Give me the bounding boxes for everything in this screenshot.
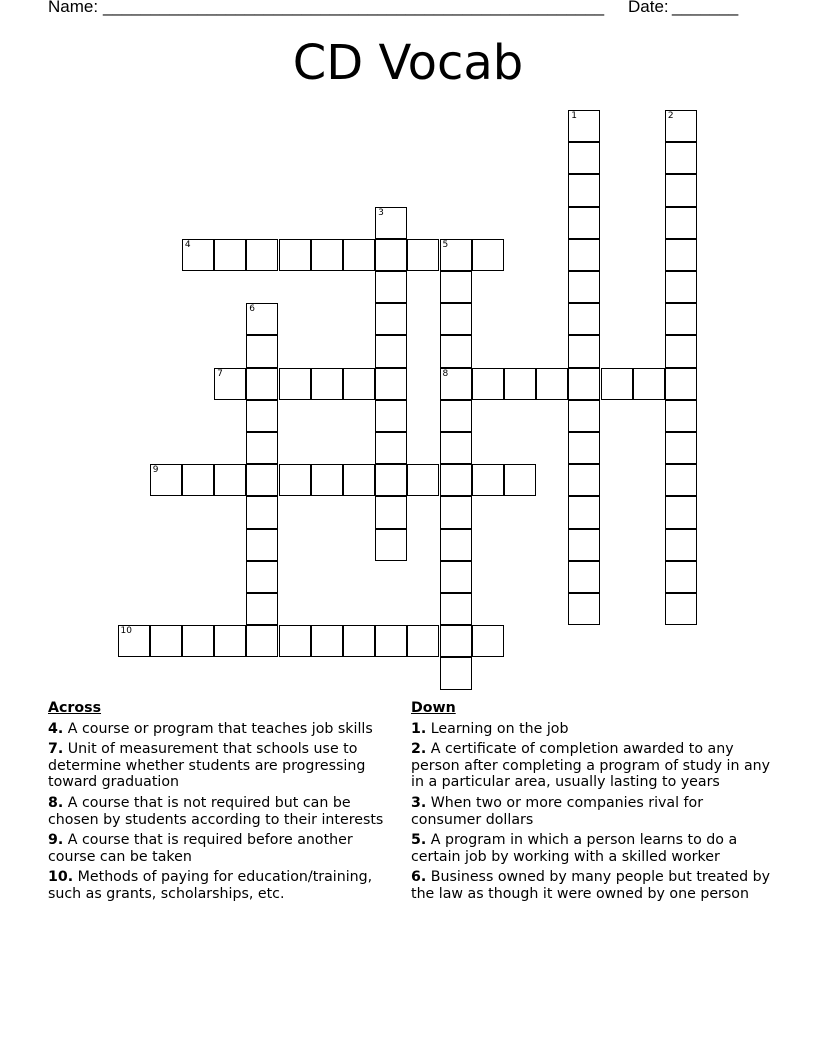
grid-cell[interactable] <box>568 593 600 625</box>
grid-cell[interactable] <box>246 303 278 335</box>
grid-cell[interactable] <box>150 464 182 496</box>
grid-cell[interactable] <box>568 335 600 367</box>
cell-number: 3 <box>378 207 384 218</box>
clue-number: 4. <box>48 720 64 737</box>
clue-number: 2. <box>411 741 427 758</box>
grid-cell[interactable] <box>665 529 697 561</box>
grid-cell[interactable] <box>665 496 697 528</box>
grid-cell[interactable] <box>375 271 407 303</box>
clue-number: 3. <box>411 794 427 811</box>
grid-cell[interactable] <box>472 239 504 271</box>
grid-cell[interactable] <box>407 239 439 271</box>
grid-cell[interactable] <box>440 657 472 689</box>
grid-cell[interactable] <box>568 400 600 432</box>
grid-cell[interactable] <box>279 368 311 400</box>
grid-cell[interactable] <box>665 464 697 496</box>
grid-cell[interactable] <box>150 625 182 657</box>
clue-down-5 <box>411 832 776 865</box>
clue-across-8 <box>48 795 398 828</box>
grid-cell[interactable] <box>440 464 472 496</box>
grid-cell[interactable] <box>246 432 278 464</box>
grid-cell[interactable] <box>568 464 600 496</box>
cell-number: 1 <box>571 111 578 121</box>
grid-cell[interactable] <box>279 464 311 496</box>
grid-cell[interactable] <box>246 593 278 625</box>
grid-cell[interactable] <box>182 625 214 657</box>
grid-cell[interactable] <box>343 464 375 496</box>
clue-text: Methods of paying for education/training, such as grants, scholarships, etc. <box>48 869 373 902</box>
date-label: Date: <box>628 0 669 16</box>
clue-text: A program in which a person learns to do a certain job by working with a skilled worker <box>411 832 738 865</box>
grid-cell[interactable] <box>568 271 600 303</box>
clue-number: 5. <box>411 832 427 849</box>
grid-cell[interactable] <box>440 529 472 561</box>
grid-cell[interactable] <box>665 271 697 303</box>
clue-text: Learning on the job <box>430 720 569 737</box>
grid-cell[interactable] <box>311 464 343 496</box>
grid-cell[interactable] <box>118 625 150 657</box>
grid-cell[interactable] <box>665 207 697 239</box>
grid-cell[interactable] <box>246 464 278 496</box>
clue-across-7 <box>48 741 398 791</box>
grid-cell[interactable] <box>375 368 407 400</box>
grid-cell[interactable] <box>568 561 600 593</box>
grid-cell[interactable] <box>440 335 472 367</box>
grid-cell[interactable] <box>375 432 407 464</box>
grid-cell[interactable] <box>246 335 278 367</box>
grid-cell[interactable] <box>568 142 600 174</box>
grid-cell[interactable] <box>440 271 472 303</box>
clue-text: A course that is required before another course can be taken <box>48 832 353 865</box>
grid-cell[interactable] <box>472 368 504 400</box>
down-heading: Down <box>411 700 456 716</box>
clue-text: When two or more companies rival for consumer dollars <box>411 794 704 828</box>
grid-cell[interactable] <box>440 593 472 625</box>
grid-cell[interactable] <box>375 625 407 657</box>
grid-cell[interactable] <box>375 496 407 528</box>
grid-cell[interactable] <box>375 529 407 561</box>
clue-number: 8. <box>48 794 64 811</box>
grid-cell[interactable] <box>472 464 504 496</box>
grid-cell[interactable] <box>568 368 600 400</box>
grid-cell[interactable] <box>568 207 600 239</box>
grid-cell[interactable] <box>279 239 311 271</box>
grid-cell[interactable] <box>665 110 697 142</box>
grid-cell[interactable] <box>568 496 600 528</box>
grid-cell[interactable] <box>182 464 214 496</box>
grid-cell[interactable] <box>246 239 278 271</box>
grid-cell[interactable] <box>633 368 665 400</box>
cell-number: 7 <box>217 368 223 379</box>
grid-cell[interactable] <box>568 174 600 206</box>
grid-cell[interactable] <box>407 625 439 657</box>
grid-cell[interactable] <box>343 239 375 271</box>
across-heading: Across <box>48 700 102 716</box>
grid-cell[interactable] <box>246 400 278 432</box>
grid-cell[interactable] <box>214 368 246 400</box>
grid-cell[interactable] <box>568 239 600 271</box>
grid-cell[interactable] <box>375 464 407 496</box>
grid-cell[interactable] <box>311 239 343 271</box>
grid-cell[interactable] <box>440 303 472 335</box>
grid-cell[interactable] <box>375 207 407 239</box>
clue-number: 6. <box>411 869 427 886</box>
grid-cell[interactable] <box>214 625 246 657</box>
grid-cell[interactable] <box>279 625 311 657</box>
grid-cell[interactable] <box>407 464 439 496</box>
clue-number: 9. <box>48 832 64 849</box>
clue-across-9 <box>48 832 398 865</box>
grid-cell[interactable] <box>665 142 697 174</box>
clue-number: 10. <box>48 869 74 886</box>
grid-cell[interactable] <box>246 561 278 593</box>
grid-cell[interactable] <box>246 625 278 657</box>
grid-cell[interactable] <box>214 464 246 496</box>
grid-cell[interactable] <box>246 368 278 400</box>
grid-cell[interactable] <box>536 368 568 400</box>
grid-cell[interactable] <box>568 432 600 464</box>
across-clues <box>48 700 398 907</box>
clue-text: A course or program that teaches job skills <box>67 720 373 737</box>
grid-cell[interactable] <box>343 625 375 657</box>
cell-number: 9 <box>152 465 159 476</box>
grid-cell[interactable] <box>182 239 214 271</box>
grid-cell[interactable] <box>440 400 472 432</box>
clue-text: A certificate of completion awarded to any person after completing a program of study in any in a particular area, usually lasting to years <box>411 741 771 791</box>
cell-number: 4 <box>184 239 191 250</box>
cell-number: 6 <box>249 304 256 315</box>
grid-cell[interactable] <box>440 432 472 464</box>
grid-cell[interactable] <box>375 239 407 271</box>
name-blank[interactable]: _____________________________________________________ <box>103 0 605 16</box>
clue-across-10 <box>48 869 398 902</box>
clue-down-6 <box>411 869 776 902</box>
grid-cell[interactable] <box>568 303 600 335</box>
clue-number: 7. <box>48 741 64 758</box>
grid-cell[interactable] <box>375 303 407 335</box>
clue-down-1 <box>411 721 776 738</box>
clue-text: Unit of measurement that schools use to determine whether students are progressing toward graduation <box>48 741 366 791</box>
clue-down-2 <box>411 741 776 791</box>
grid-cell[interactable] <box>665 335 697 367</box>
grid-cell[interactable] <box>568 529 600 561</box>
grid-cell[interactable] <box>568 110 600 142</box>
grid-cell[interactable] <box>214 239 246 271</box>
grid-cell[interactable] <box>472 625 504 657</box>
clue-across-4 <box>48 721 398 738</box>
grid-cell[interactable] <box>665 400 697 432</box>
cell-number: 8 <box>442 368 449 379</box>
grid-cell[interactable] <box>440 496 472 528</box>
grid-cell[interactable] <box>440 625 472 657</box>
grid-cell[interactable] <box>343 368 375 400</box>
grid-cell[interactable] <box>440 561 472 593</box>
date-blank[interactable]: _______ <box>672 0 739 16</box>
clue-down-3 <box>411 795 776 828</box>
grid-cell[interactable] <box>246 529 278 561</box>
cell-number: 2 <box>667 111 674 121</box>
grid-cell[interactable] <box>375 400 407 432</box>
clue-text: A course that is not required but can be chosen by students according to their interests <box>48 794 384 828</box>
grid-cell[interactable] <box>665 368 697 400</box>
down-clues <box>411 700 776 907</box>
grid-cell[interactable] <box>246 496 278 528</box>
grid-cell[interactable] <box>601 368 633 400</box>
grid-cell[interactable] <box>665 303 697 335</box>
grid-cell[interactable] <box>665 174 697 206</box>
clue-number: 1. <box>411 720 427 737</box>
grid-cell[interactable] <box>665 239 697 271</box>
clue-text: Business owned by many people but treated by the law as though it were owned by one person <box>411 869 771 902</box>
name-label: Name: <box>48 0 99 16</box>
grid-cell[interactable] <box>440 239 472 271</box>
grid-cell[interactable] <box>665 593 697 625</box>
grid-cell[interactable] <box>665 561 697 593</box>
grid-cell[interactable] <box>665 432 697 464</box>
grid-cell[interactable] <box>311 368 343 400</box>
cell-number: 10 <box>120 626 132 637</box>
grid-cell[interactable] <box>440 368 472 400</box>
grid-cell[interactable] <box>375 335 407 367</box>
page-title: CD Vocab <box>292 35 524 91</box>
cell-number: 5 <box>442 239 449 250</box>
grid-cell[interactable] <box>311 625 343 657</box>
grid-cell[interactable] <box>504 368 536 400</box>
grid-cell[interactable] <box>504 464 536 496</box>
